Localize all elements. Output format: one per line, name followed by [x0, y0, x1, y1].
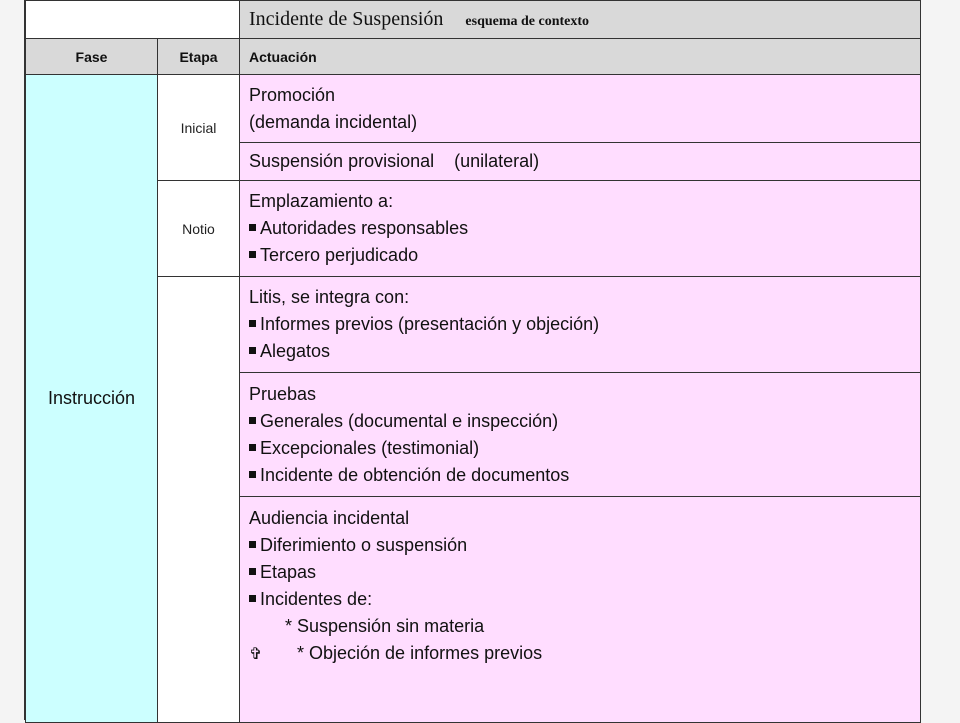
audiencia-heading: Audiencia incidental	[249, 508, 410, 528]
audiencia-sub-item: * Suspensión sin materia	[285, 616, 485, 636]
pruebas-heading: Pruebas	[249, 383, 317, 404]
emplazamiento-item: Autoridades responsables	[249, 215, 911, 242]
pruebas-item: Generales (documental e inspección)	[249, 408, 911, 435]
header-etapa: Etapa	[158, 39, 240, 75]
act-emplazamiento	[240, 181, 921, 277]
header-row	[26, 39, 921, 75]
title-blank-cell	[26, 1, 240, 39]
title-row	[26, 1, 921, 39]
act-suspension	[240, 143, 921, 181]
etapa-notio: Notio	[158, 181, 240, 277]
audiencia-item: Incidentes de:	[249, 586, 911, 613]
table-subtitle: esquema de contexto	[465, 14, 590, 29]
schema-sheet	[24, 0, 920, 720]
audiencia-sub-item-marked	[249, 640, 911, 668]
cross-mark-icon: ✞	[249, 646, 263, 663]
act-pruebas	[240, 373, 921, 497]
title-cell	[240, 1, 921, 39]
act-audiencia	[240, 497, 921, 723]
litis-item: Alegatos	[249, 338, 911, 365]
audiencia-sub2-text: * Objeción de informes previos	[297, 643, 543, 663]
fase-instruccion: Instrucción	[26, 75, 158, 723]
pruebas-item: Incidente de obtención de documentos	[249, 462, 911, 489]
audiencia-item: Etapas	[249, 559, 911, 586]
context-table	[25, 0, 921, 723]
emplazamiento-item: Tercero perjudicado	[249, 242, 911, 269]
header-actuacion: Actuación	[240, 39, 921, 75]
promocion-line1: Promoción	[249, 84, 336, 105]
suspension-text: Suspensión provisional (unilateral)	[249, 151, 540, 171]
etapa-blank	[158, 277, 240, 723]
emplazamiento-heading: Emplazamiento a:	[249, 191, 394, 211]
header-fase: Fase	[26, 39, 158, 75]
litis-heading: Litis, se integra con:	[249, 287, 410, 307]
row-emplazamiento	[26, 181, 921, 277]
table-title: Incidente de Suspensión	[249, 8, 444, 30]
row-promocion	[26, 75, 921, 143]
row-litis	[26, 277, 921, 373]
promocion-line2: (demanda incidental)	[249, 111, 418, 132]
audiencia-item: Diferimiento o suspensión	[249, 532, 911, 559]
act-litis	[240, 277, 921, 373]
etapa-inicial: Inicial	[158, 75, 240, 181]
pruebas-item: Excepcionales (testimonial)	[249, 435, 911, 462]
litis-item: Informes previos (presentación y objeción)	[249, 311, 911, 338]
act-promocion	[240, 75, 921, 143]
